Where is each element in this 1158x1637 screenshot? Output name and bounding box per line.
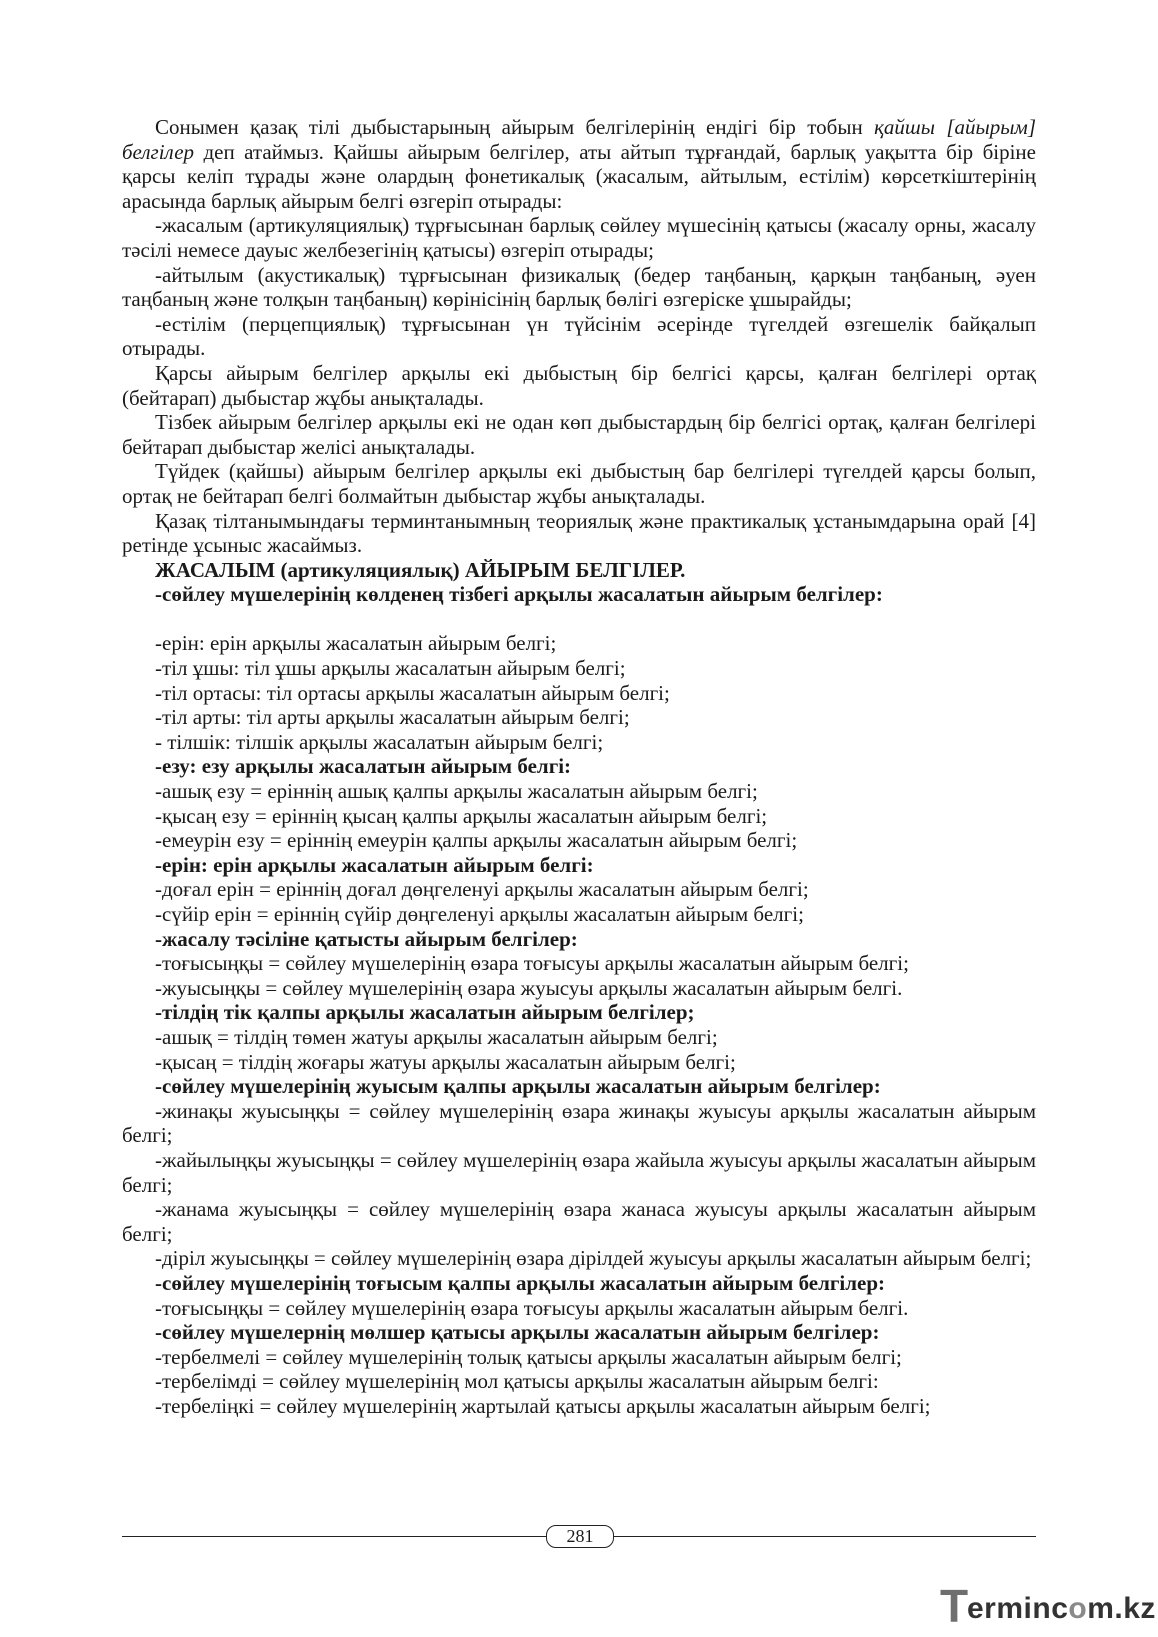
page-number: 281 (546, 1525, 614, 1548)
subsection-heading: -сөйлеу мүшелерінің жуысым қалпы арқылы жасалатын айырым белгілер: (155, 1074, 881, 1099)
list-item: -тіл арты: тіл арты арқылы жасалатын айырым белгі; (155, 705, 630, 730)
subsection-heading: -сөйлеу мүшелерінің тоғысым қалпы арқылы жасалатын айырым белгілер: (155, 1270, 886, 1295)
subsection-heading: -сөйлеу мүшелерінің көлденең тізбегі арқылы жасалатын айырым белгілер: (155, 582, 883, 607)
list-item: -сүйір ерін = еріннің сүйір дөңгеленуі арқылы жасалатын айырым белгі; (155, 902, 804, 926)
paragraph: Түйдек (қайшы) айырым белгілер арқылы екі дыбыстың бар белгілері түгелдей қарсы болып, ортақ не бейтарап белгі болмайтын дыбыстар жұбы анықталады. (122, 459, 1036, 508)
list-item: -жуысыңқы = сөйлеу мүшелерінің өзара жуысуы арқылы жасалатын айырым белгі. (155, 975, 903, 1000)
page-text (122, 115, 1036, 1418)
paragraph: Қазақ тілтанымындағы терминтанымның теориялық және практикалық ұстанымдарына орай [4] ретінде ұсыныс жасаймыз. (122, 508, 1036, 558)
list-item: -емеурін езу = еріннің емеурін қалпы арқылы жасалатын айырым белгі; (155, 828, 798, 853)
list-item: -қысаң = тілдің жоғары жатуы арқылы жасалатын айырым белгі; (155, 1049, 736, 1074)
list-item: -жайылыңқы жуысыңқы = сөйлеу мүшелерінің өзара жайыла жуысуы арқылы жасалатын айырым белгі; (122, 1147, 1036, 1197)
subsection-heading: -жасалу тәсіліне қатысты айырым белгілер: (155, 926, 578, 951)
list-item: -тоғысыңқы = сөйлеу мүшелерінің өзара тоғысуы арқылы жасалатын айырым белгі. (155, 1295, 909, 1320)
watermark-t-letter: T (940, 1580, 969, 1632)
list-item: -доғал ерін = еріннің доғал дөңгеленуі арқылы жасалатын айырым белгі; (155, 877, 809, 902)
list-item: -тербеліңкі = сөйлеу мүшелерінің жартылай қатысы арқылы жасалатын айырым белгі; (155, 1393, 931, 1418)
list-item: -діріл жуысыңқы = сөйлеу мүшелерінің өзара дірілдей жуысуы арқылы жасалатын айырым белгі; (155, 1246, 1032, 1271)
list-item: -жинақы жуысыңқы = сөйлеу мүшелерінің өзара жинақы жуысуы арқылы жасалатын айырым белгі; (122, 1098, 1036, 1148)
paragraph: -айтылым (акустикалық) тұрғысынан физикалық (бедер таңбаның, қарқын таңбаның, әуен таңбаның және толқын таңбаның) көрінісінің барлық бөлігі өзгеріске ұшырайды; (122, 262, 1036, 312)
list-item: -тербелімді = сөйлеу мүшелерінің мол қатысы арқылы жасалатын айырым белгі: (155, 1369, 879, 1394)
list-item: -тіл ортасы: тіл ортасы арқылы жасалатын айырым белгі; (155, 680, 670, 705)
list-item: - тілшік: тілшік арқылы жасалатын айырым белгі; (155, 729, 604, 754)
footer-rule-left (122, 1536, 546, 1537)
paragraph: Қарсы айырым белгілер арқылы екі дыбыстың бір белгісі қарсы, қалған белгілері ортақ (бейтарап) дыбыстар жұбы анықталады. (122, 360, 1036, 410)
subsection-heading: -тілдің тік қалпы арқылы жасалатын айырым белгілер; (155, 1000, 695, 1025)
paragraph: -естілім (перцепциялық) тұрғысынан үн түйсінім әсерінде түгелдей өзгешелік байқалып отырады. (122, 311, 1036, 361)
list-item: -тіл ұшы: тіл ұшы арқылы жасалатын айырым белгі; (155, 656, 626, 681)
list-item: -ашық = тілдің төмен жатуы арқылы жасалатын айырым белгі; (155, 1024, 718, 1049)
list-item: -тербелмелі = сөйлеу мүшелерінің толық қатысы арқылы жасалатын айырым белгі; (155, 1344, 902, 1369)
list-item: -жанама жуысыңқы = сөйлеу мүшелерінің өзара жанаса жуысуы арқылы жасалатын айырым белгі; (122, 1197, 1036, 1246)
termincom-watermark-logo (940, 1580, 1156, 1632)
list-item: -қысаң езу = еріннің қысаң қалпы арқылы жасалатын айырым белгі; (155, 803, 768, 828)
subsection-heading: -сөйлеу мүшелернің мөлшер қатысы арқылы жасалатын айырым белгілер: (155, 1320, 880, 1345)
watermark-text: ermincom.kz (967, 1592, 1156, 1625)
list-item: -ашық езу = еріннің ашық қалпы арқылы жасалатын айырым белгі; (155, 779, 758, 804)
footer-rule-right (612, 1536, 1036, 1537)
paragraph: Сонымен қазақ тілі дыбыстарының айырым белгілерінің ендігі бір тобын қайшы [айырым] белгілер деп атаймыз. Қайшы айырым белгілер, аты айтып тұрғандай, барлық уақытта бір біріне қарсы келіп тұрады және олардың фонетикалық (жасалым, айтылым, естілім) көрсеткіштерінің арасында барлық айырым белгі өзгеріп отырады: (122, 115, 1037, 213)
section-heading: ЖАСАЛЫМ (артикуляциялық) АЙЫРЫМ БЕЛГІЛЕР. (155, 557, 686, 582)
list-item: -ерін: ерін арқылы жасалатын айырым белгі; (155, 631, 557, 656)
subsection-heading: -езу: езу арқылы жасалатын айырым белгі: (155, 754, 572, 779)
paragraph: Тізбек айырым белгілер арқылы екі не одан көп дыбыстардың бір белгісі ортақ, қалған белгілері бейтарап дыбыстар желісі анықталады. (122, 410, 1036, 459)
subsection-heading: -ерін: ерін арқылы жасалатын айырым белгі: (155, 852, 594, 877)
paragraph: -жасалым (артикуляциялық) тұрғысынан барлық сөйлеу мүшесінің қатысы (жасалу орны, жасалу тәсілі немесе дауыс желбезегінің қатысы) өзгеріп отырады; (122, 213, 1036, 262)
italic-term: қайшы [айырым] белгілер (122, 115, 1037, 164)
list-item: -тоғысыңқы = сөйлеу мүшелерінің өзара тоғысуы арқылы жасалатын айырым белгі; (155, 951, 909, 976)
